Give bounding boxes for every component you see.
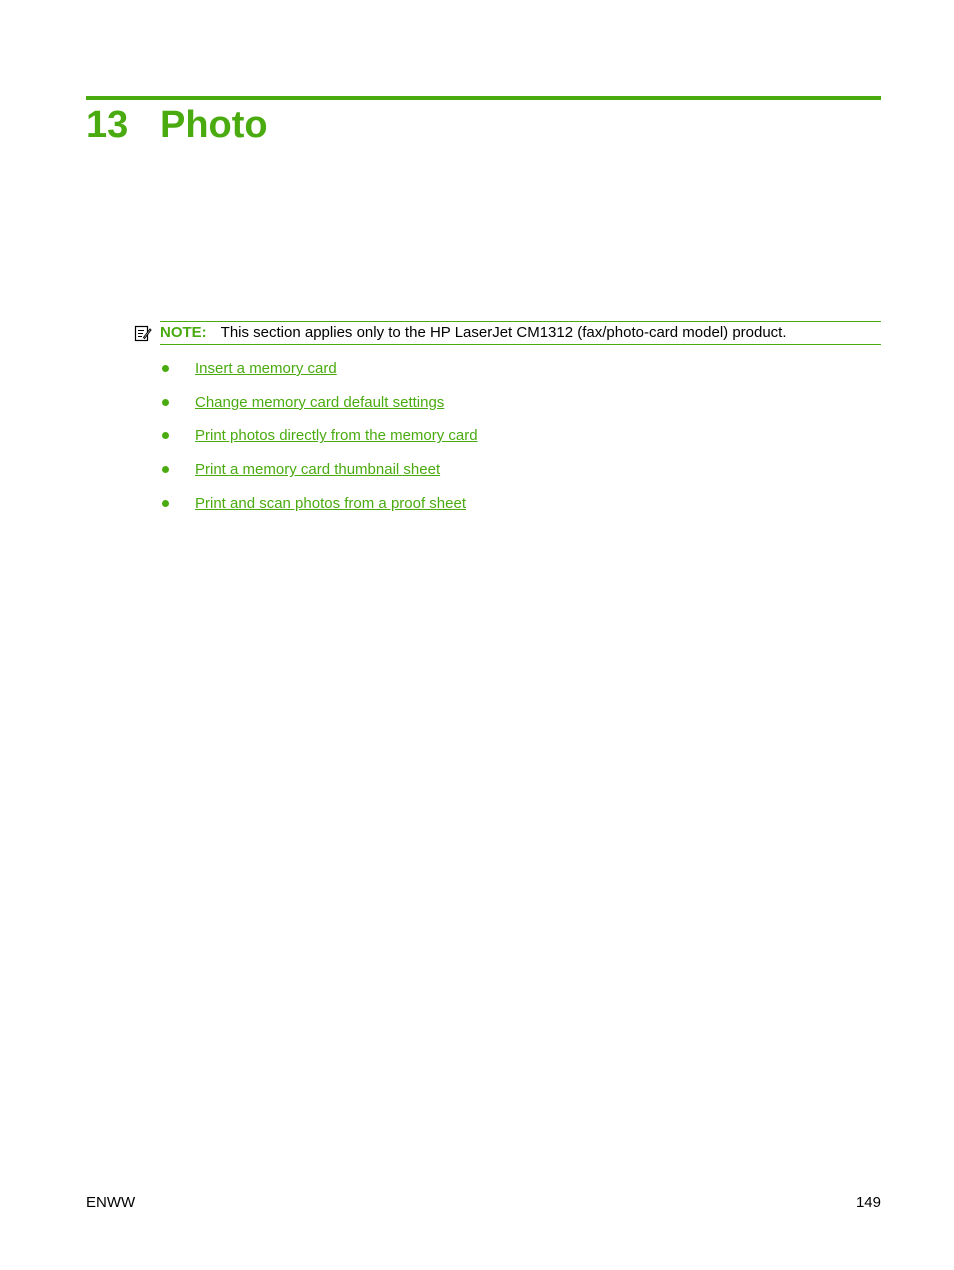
chapter-name: Photo — [160, 104, 268, 146]
page-number: 149 — [855, 1194, 881, 1211]
note-body: This section applies only to the HP LaserJet CM1312 (fax/photo-card model) product. — [220, 324, 787, 341]
bullet-icon — [162, 432, 169, 439]
link-print-scan-proof-sheet[interactable]: Print and scan photos from a proof sheet — [195, 494, 466, 512]
link-print-thumbnail-sheet[interactable]: Print a memory card thumbnail sheet — [195, 461, 441, 479]
chapter-title — [86, 102, 268, 148]
note-bottom-rule — [160, 344, 881, 345]
note-pad-icon — [134, 324, 152, 342]
chapter-top-rule — [86, 96, 881, 100]
bullet-icon — [162, 399, 169, 406]
note-top-rule — [160, 321, 881, 322]
chapter-number: 13 — [86, 104, 129, 146]
link-insert-memory-card[interactable]: Insert a memory card — [195, 360, 337, 377]
bullet-icon — [162, 365, 169, 372]
link-print-photos-directly[interactable]: Print photos directly from the memory card — [195, 427, 478, 445]
note-text — [160, 323, 787, 343]
bullet-icon — [162, 500, 169, 507]
link-change-default-settings[interactable]: Change memory card default settings — [195, 393, 445, 411]
footer-label: ENWW — [86, 1194, 136, 1211]
bullet-icon — [162, 466, 169, 473]
note-box — [134, 321, 881, 345]
note-label: NOTE: — [160, 324, 207, 341]
